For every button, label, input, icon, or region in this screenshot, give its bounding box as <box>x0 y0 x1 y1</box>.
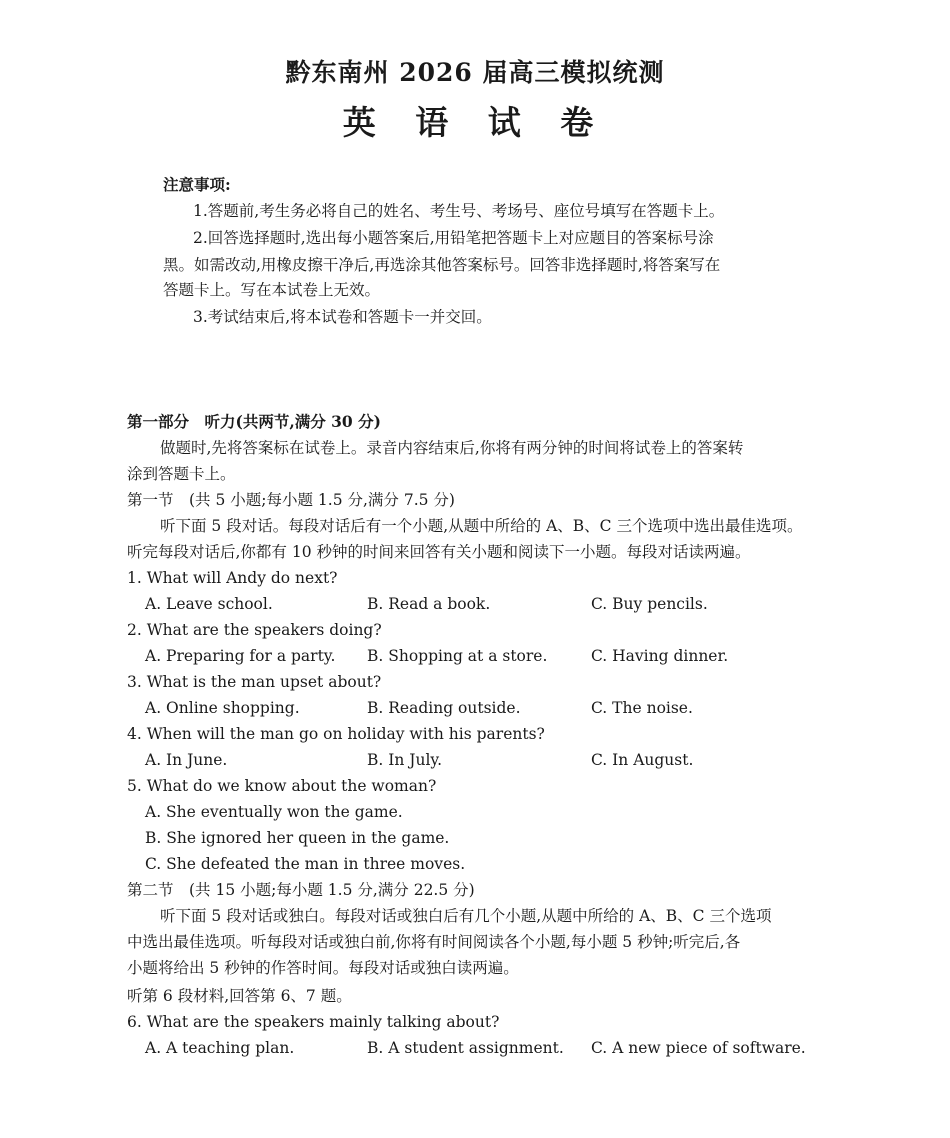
question-6-option-c: C. A new piece of software. <box>591 1039 806 1057</box>
exam-subject-title: 英 语 试 卷 <box>342 103 608 142</box>
section-2-intro-line-3: 小题将给出 5 秒钟的作答时间。每段对话或独白读两遍。 <box>127 959 519 977</box>
question-6-stem: 6. What are the speakers mainly talking about? <box>127 1013 500 1031</box>
question-2-stem: 2. What are the speakers doing? <box>127 621 382 639</box>
note-item-3: 3.考试结束后,将本试卷和答题卡一并交回。 <box>193 308 492 326</box>
question-2-option-b: B. Shopping at a store. <box>367 647 548 665</box>
question-2-option-c: C. Having dinner. <box>591 647 729 665</box>
question-3-stem: 3. What is the man upset about? <box>127 673 382 691</box>
part-1-heading: 第一部分 听力(共两节,满分 30 分) <box>127 412 381 431</box>
notes-heading: 注意事项: <box>163 175 231 194</box>
part-1-intro-line-1: 做题时,先将答案标在试卷上。录音内容结束后,你将有两分钟的时间将试卷上的答案转 <box>160 439 744 457</box>
section-1-heading: 第一节 (共 5 小题;每小题 1.5 分,满分 7.5 分) <box>127 491 455 509</box>
question-1-option-c: C. Buy pencils. <box>591 595 708 613</box>
question-3-option-b: B. Reading outside. <box>367 699 521 717</box>
question-4-stem: 4. When will the man go on holiday with his parents? <box>127 725 545 743</box>
question-5-option-a: A. She eventually won the game. <box>145 803 403 821</box>
question-1-option-a: A. Leave school. <box>145 595 273 613</box>
question-6-option-b: B. A student assignment. <box>367 1039 564 1057</box>
note-item-2-line-2: 黑。如需改动,用橡皮擦干净后,再选涂其他答案标号。回答非选择题时,将答案写在 <box>163 256 721 274</box>
question-1-option-b: B. Read a book. <box>367 595 491 613</box>
question-4-option-a: A. In June. <box>145 751 228 769</box>
section-2-heading: 第二节 (共 15 小题;每小题 1.5 分,满分 22.5 分) <box>127 881 475 899</box>
section-2-intro-line-2: 中选出最佳选项。听每段对话或独白前,你将有时间阅读各个小题,每小题 5 秒钟;听完后,各 <box>127 933 741 951</box>
section-1-intro-line-2: 听完每段对话后,你都有 10 秒钟的时间来回答有关小题和阅读下一小题。每段对话读两遍。 <box>127 543 751 561</box>
question-1-stem: 1. What will Andy do next? <box>127 569 338 587</box>
question-6-option-a: A. A teaching plan. <box>145 1039 295 1057</box>
note-item-2-line-3: 答题卡上。写在本试卷上无效。 <box>163 281 381 299</box>
section-2-intro-line-1: 听下面 5 段对话或独白。每段对话或独白后有几个小题,从题中所给的 A、B、C 三个选项 <box>160 907 772 925</box>
section-1-intro-line-1: 听下面 5 段对话。每段对话后有一个小题,从题中所给的 A、B、C 三个选项中选出最佳选项。 <box>160 517 803 535</box>
part-1-intro-line-2: 涂到答题卡上。 <box>127 465 236 483</box>
question-4-option-c: C. In August. <box>591 751 694 769</box>
question-3-option-c: C. The noise. <box>591 699 693 717</box>
question-5-stem: 5. What do we know about the woman? <box>127 777 437 795</box>
question-5-option-b: B. She ignored her queen in the game. <box>145 829 450 847</box>
material-6-instruction: 听第 6 段材料,回答第 6、7 题。 <box>127 987 352 1005</box>
question-5-option-c: C. She defeated the man in three moves. <box>145 855 466 873</box>
question-3-option-a: A. Online shopping. <box>145 699 300 717</box>
question-4-option-b: B. In July. <box>367 751 443 769</box>
note-item-1: 1.答题前,考生务必将自己的姓名、考生号、考场号、座位号填写在答题卡上。 <box>193 202 725 220</box>
note-item-2-line-1: 2.回答选择题时,选出每小题答案后,用铅笔把答题卡上对应题目的答案标号涂 <box>193 229 714 247</box>
exam-title: 黔东南州 2026 届高三模拟统测 <box>285 58 665 87</box>
question-2-option-a: A. Preparing for a party. <box>145 647 336 665</box>
